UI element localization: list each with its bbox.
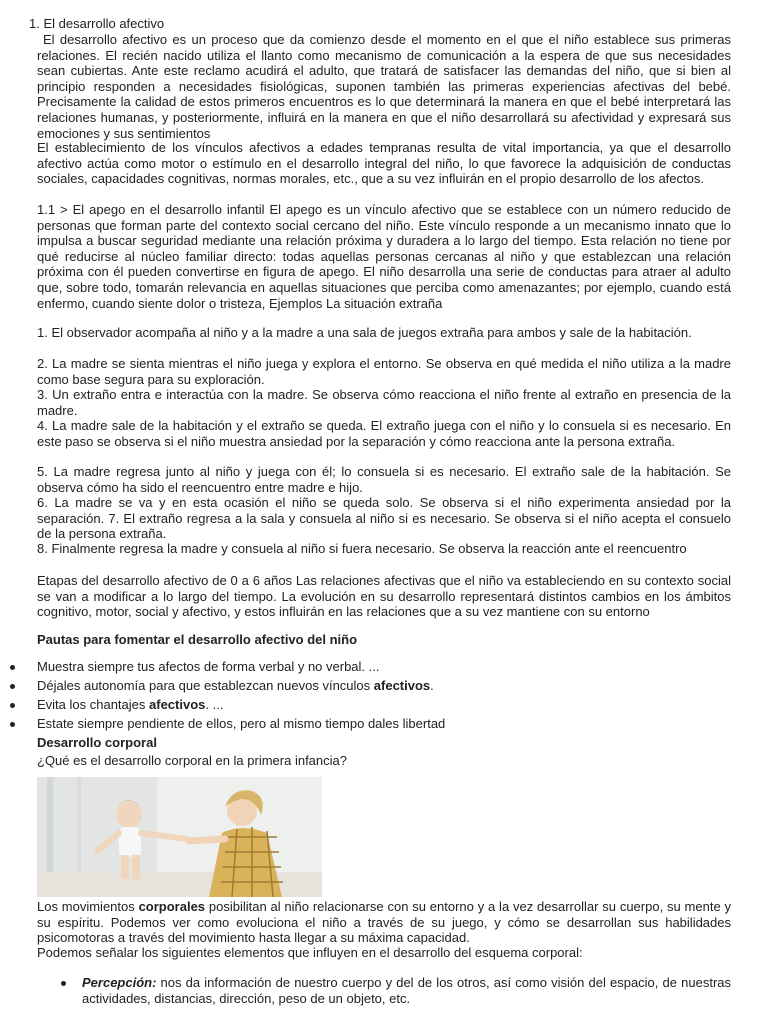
list-item-text: Evita los chantajes (37, 697, 150, 712)
bullet-dot-icon (10, 703, 15, 708)
term-text: nos da información de nuestro cuerpo y del de los otros, así como visión del espacio, de nuestras actividades, distancias, dirección, peso de un objeto, etc. (82, 975, 731, 1006)
list-item-bold: afectivos (373, 678, 431, 693)
corporal-question: ¿Qué es el desarrollo corporal en la primera infancia? (37, 753, 347, 768)
text-run-bold: corporales (138, 899, 206, 914)
list-item-text: Estate siempre pendiente de ellos, pero al mismo tiempo dales libertad (37, 716, 446, 731)
step-3: 3. Un extraño entra e interactúa con la madre. Se observa cómo reacciona el niño frente al extraño en presencia de la madre. (37, 387, 731, 418)
bullet-dot-icon (10, 722, 15, 727)
paragraph-etapas: Etapas del desarrollo afectivo de 0 a 6 años Las relaciones afectivas que el niño va estableciendo en su contexto social se van a modificar a lo largo del tiempo. La evolución en su desarrollo representará distintos cambios en los ámbitos cognitivo, motor, social y afectivo, y estos influirán en las relaciones que a su vez mantiene con su entorno (37, 573, 731, 620)
list-item-after: . (430, 678, 434, 693)
step-2: 2. La madre se sienta mientras el niño juega y explora el entorno. Se observa en qué medida el niño utiliza a la madre como base segura para su exploración. (37, 356, 731, 387)
list-item-text: Déjales autonomía para que establezcan nuevos vínculos (37, 678, 374, 693)
paragraph-intro: El desarrollo afectivo es un proceso que da comienzo desde el momento en el que el niño establece sus primeras relaciones. El recién nacido utiliza el llanto como mecanismo de comunicación a la espera de que sus necesidades sean cubiertas. Ante este reclamo acudirá el adulto, que tratará de satisfacer las demandas del niño, que si bien al principio responden a necesidades fisiológicas, suponen también las primeras experiencias afectivas del bebé. Precisamente la calidad de estos primeros encuentros es lo que determinará la manera en que el bebé interpretará las relaciones humanas, y posteriormente, influirá en la manera en que el niño desarrollará su afectividad y expresará sus emociones y sus sentimientos (37, 32, 731, 141)
corporal-heading: Desarrollo corporal (37, 735, 157, 750)
step-1: 1. El observador acompaña al niño y a la madre a una sala de juegos extraña para ambos y sale de la habitación. (37, 325, 692, 340)
bullet-dot-icon (10, 684, 15, 689)
paragraph-apego: 1.1 > El apego en el desarrollo infantil El apego es un vínculo afectivo que se establece con un número reducido de personas que forman parte del contexto social cercano del niño. Este vínculo responde a un mecanismo innato que lo impulsa a buscar seguridad mediante una relación próxima y duradera a lo largo del tiempo. Esta relación no tiene por qué reducirse al núcleo familiar directo: todas aquellas personas cercanas al niño y que establezcan una relación próxima con él pueden convertirse en figura de apego. El niño desarrolla una serie de conductas para atraer al adulto que, sobre todo, tomarán relevancia en aquellas situaciones que perciba como amenazantes; por ejemplo, cuando está enfermo, cuando siente dolor o tristeza, Ejemplos La situación extraña (37, 202, 731, 311)
step-8: 8. Finalmente regresa la madre y consuela al niño si fuera necesario. Se observa la reacción ante el reencuentro (37, 541, 687, 556)
step-6-7: 6. La madre se va y en esta ocasión el niño se queda solo. Se observa si el niño experimenta ansiedad por la separación. 7. El extraño regresa a la sala y consuela al niño si es necesario. Se observa si el niño acepta el consuelo de la persona extraña. (37, 495, 731, 542)
bullet-dot-icon (61, 981, 66, 986)
list-item-percepcion (82, 975, 731, 1006)
list-item (37, 658, 379, 676)
list-item (37, 677, 434, 695)
list-item (37, 696, 223, 714)
list-item-after: . ... (205, 697, 224, 712)
text-run: posibilitan al niño relacionarse con su entorno y a la vez desarrollar su cuerpo, su mente y su espíritu. Podemos ver como evoluciona el niño a través de su juego, y cómo se desarrollan sus habilidades psicomotoras a través del movimiento hasta llegar a su máxima capacidad. (37, 899, 731, 946)
text-run: Los movimientos (37, 899, 139, 914)
paragraph-corporal (37, 899, 731, 946)
list-item-text: Muestra siempre tus afectos de forma verbal y no verbal. ... (37, 659, 380, 674)
section-heading: 1. El desarrollo afectivo (29, 16, 165, 31)
bullet-dot-icon (10, 665, 15, 670)
paragraph-elementos: Podemos señalar los siguientes elementos que influyen en el desarrollo del esquema corporal: (37, 945, 583, 960)
step-5: 5. La madre regresa junto al niño y juega con él; lo consuela si es necesario. El extraño sale de la habitación. Se observa cómo ha sido el reencuentro entre madre e hijo. (37, 464, 731, 495)
term-label: Percepción: (82, 975, 157, 990)
paragraph-vinculos: El establecimiento de los vínculos afectivos a edades tempranas resulta de vital importancia, ya que el desarrollo afectivo actúa como motor o estímulo en el desarrollo integral del niño, lo que favorece la adquisición de conductas sociales, capacidades cognitivas, normas morales, etc., que a su vez influirán en el propio desarrollo de los afectos. (37, 140, 731, 187)
step-4: 4. La madre sale de la habitación y el extraño se queda. El extraño juega con el niño y lo consuela si es necesario. En este paso se observa si el niño muestra ansiedad por la separación y cómo reacciona ante la persona extraña. (37, 418, 731, 449)
pautas-heading: Pautas para fomentar el desarrollo afectivo del niño (37, 632, 358, 647)
list-item-bold: afectivos (149, 697, 206, 712)
mother-child-photo (37, 777, 322, 897)
list-item (37, 715, 445, 733)
